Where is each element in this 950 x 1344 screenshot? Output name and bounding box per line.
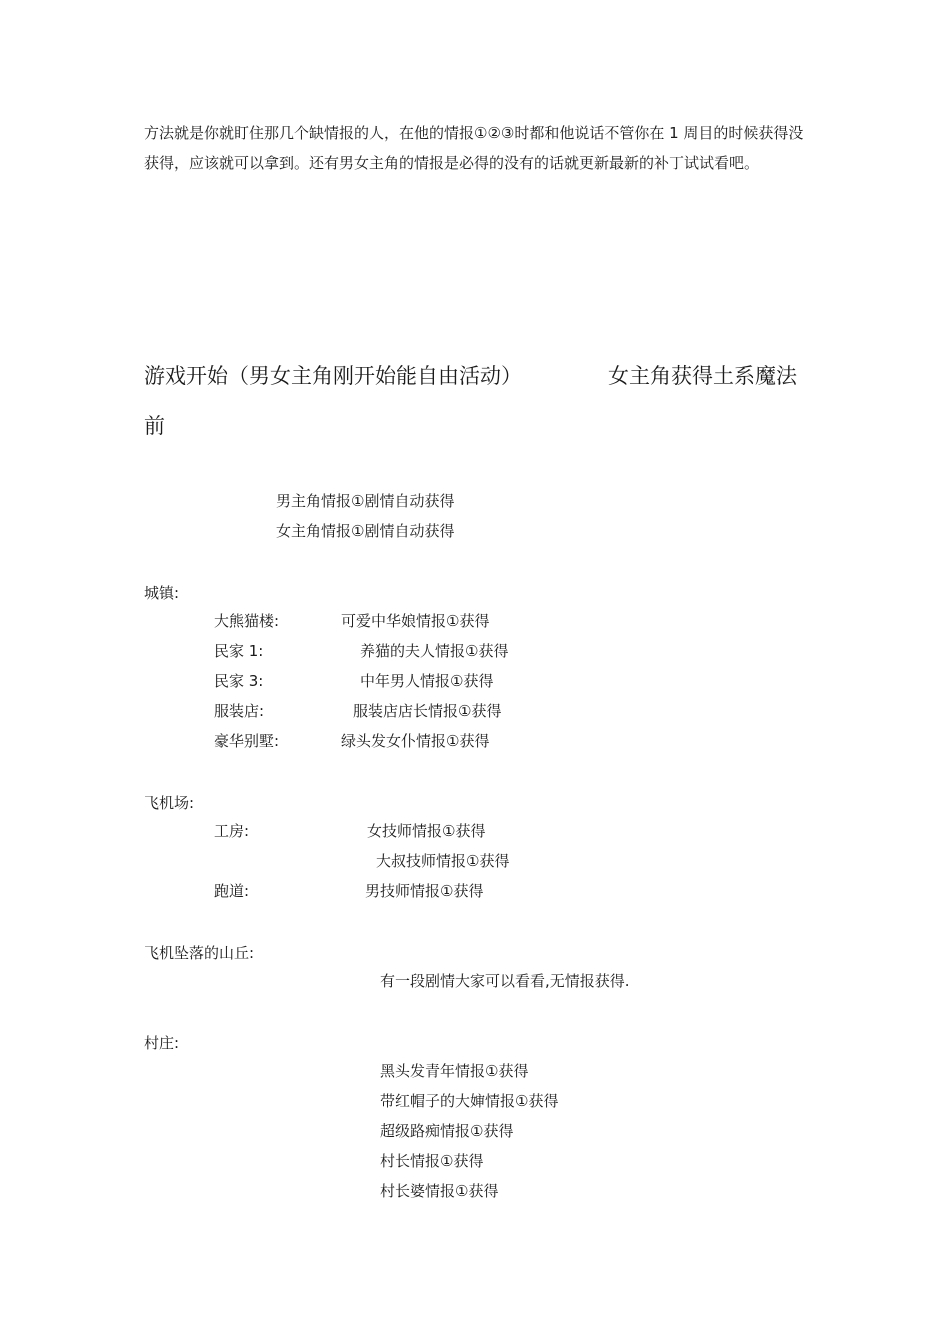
airport-title: 飞机场: <box>144 794 195 812</box>
village-item: 带红帽子的大婶情报①获得 <box>380 1092 559 1110</box>
village-item: 村长婆情报①获得 <box>380 1182 499 1200</box>
lead-line: 男主角情报①剧情自动获得 <box>276 492 455 510</box>
town-info: 养猫的夫人情报①获得 <box>360 642 509 660</box>
village-item: 黑头发青年情报①获得 <box>380 1062 529 1080</box>
village-item: 超级路痴情报①获得 <box>380 1122 514 1140</box>
airport-place: 工房: <box>214 822 250 840</box>
town-info: 中年男人情报①获得 <box>360 672 494 690</box>
town-place: 大熊猫楼: <box>214 612 280 630</box>
town-place: 民家 1: <box>214 642 264 660</box>
airport-info: 大叔技师情报①获得 <box>376 852 510 870</box>
section-heading-right: 女主角获得土系魔法 <box>608 364 797 388</box>
town-title: 城镇: <box>144 584 180 602</box>
town-info: 绿头发女仆情报①获得 <box>341 732 490 750</box>
village-item: 村长情报①获得 <box>380 1152 484 1170</box>
airport-info: 女技师情报①获得 <box>367 822 486 840</box>
town-place: 豪华别墅: <box>214 732 280 750</box>
town-info: 服装店店长情报①获得 <box>353 702 502 720</box>
hill-note: 有一段剧情大家可以看看,无情报获得. <box>380 972 630 990</box>
section-heading-wrap: 前 <box>144 414 165 438</box>
town-place: 服装店: <box>214 702 265 720</box>
village-title: 村庄: <box>144 1034 180 1052</box>
town-place: 民家 3: <box>214 672 264 690</box>
airport-place: 跑道: <box>214 882 250 900</box>
airport-info: 男技师情报①获得 <box>365 882 484 900</box>
lead-line: 女主角情报①剧情自动获得 <box>276 522 455 540</box>
intro-paragraph: 方法就是你就盯住那几个缺情报的人，在他的情报①②③时都和他说话不管你在 1 周目的时候获得没获得，应该就可以拿到。还有男女主角的情报是必得的没有的话就更新最新的补丁试试看吧。 <box>144 124 804 172</box>
town-info: 可爱中华娘情报①获得 <box>341 612 490 630</box>
section-heading-left: 游戏开始（男女主角刚开始能自由活动） <box>144 364 522 388</box>
hill-title: 飞机坠落的山丘: <box>144 944 255 962</box>
